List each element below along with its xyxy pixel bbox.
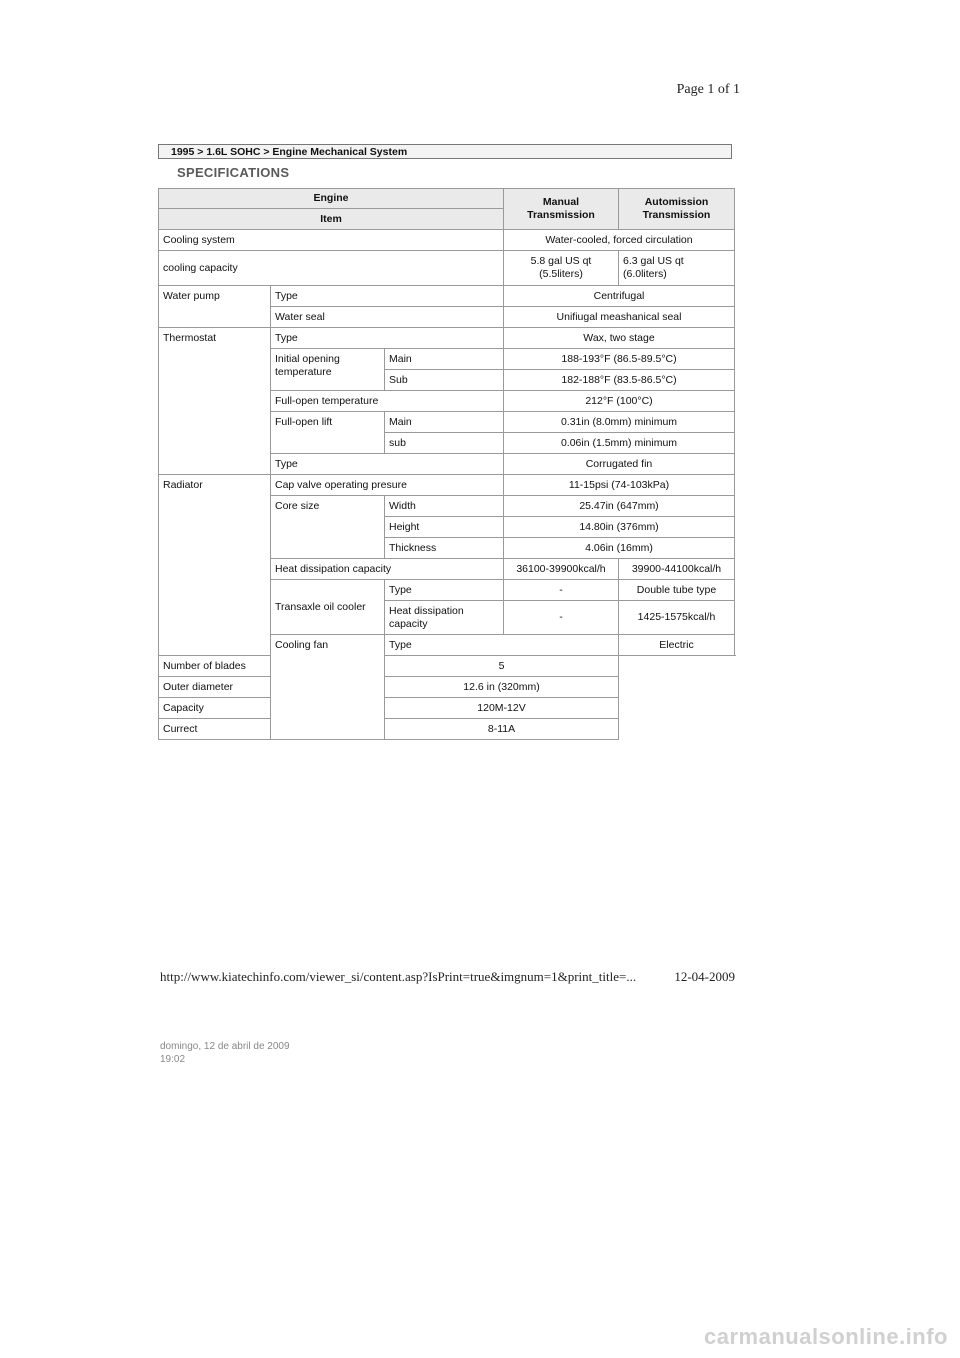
- fan-capacity-label: Capacity: [159, 698, 385, 719]
- initial-opening-temp-label: Initial opening temperature: [271, 349, 385, 391]
- cooling-fan-label: Cooling fan: [271, 635, 385, 740]
- header-item: Item: [159, 209, 504, 230]
- cooling-system-label: Cooling system: [159, 230, 504, 251]
- cooling-capacity-label: cooling capacity: [159, 251, 504, 286]
- oil-cooler-type-manual: -: [504, 580, 619, 601]
- heat-dissipation-label: Heat dissipation capacity: [271, 559, 504, 580]
- core-size-label: Core size: [271, 496, 385, 559]
- header-manual-transmission: Manual Transmission: [504, 189, 619, 230]
- core-height-label: Height: [385, 517, 504, 538]
- lift-main-label: Main: [385, 412, 504, 433]
- core-thickness-label: Thickness: [385, 538, 504, 559]
- lift-sub-value: 0.06in (1.5mm) minimum: [504, 433, 735, 454]
- cooling-capacity-auto: 6.3 gal US qt (6.0liters): [619, 251, 735, 286]
- fan-diameter-label: Outer diameter: [159, 677, 385, 698]
- footer-date: 12-04-2009: [674, 969, 735, 984]
- heat-dissipation-manual: 36100-39900kcal/h: [504, 559, 619, 580]
- initial-sub-value: 182-188°F (83.5-86.5°C): [504, 370, 735, 391]
- watermark: carmanualsonline.info: [704, 1324, 948, 1349]
- cap-valve-value: 11-15psi (74-103kPa): [504, 475, 735, 496]
- core-width-value: 25.47in (647mm): [504, 496, 735, 517]
- thermostat-type-label: Type: [271, 328, 504, 349]
- page-number: Page 1 of 1: [676, 82, 740, 97]
- lift-main-value: 0.31in (8.0mm) minimum: [504, 412, 735, 433]
- initial-sub-label: Sub: [385, 370, 504, 391]
- specifications-table: [158, 188, 735, 740]
- cooling-system-value: Water-cooled, forced circulation: [504, 230, 735, 251]
- full-open-temp-value: 212°F (100°C): [504, 391, 735, 412]
- fan-current-value: 8-11A: [385, 719, 619, 740]
- water-pump-label: Water pump: [159, 286, 271, 328]
- section-title: SPECIFICATIONS: [177, 165, 290, 180]
- oil-cooler-type-auto: Double tube type: [619, 580, 735, 601]
- note-timestamp: [160, 1040, 290, 1066]
- fan-type-value: Electric: [619, 635, 735, 656]
- core-width-label: Width: [385, 496, 504, 517]
- note-date-line: domingo, 12 de abril de 2009: [160, 1041, 290, 1052]
- core-thickness-value: 4.06in (16mm): [504, 538, 735, 559]
- full-open-lift-label: Full-open lift: [271, 412, 385, 454]
- thermostat-label: Thermostat: [159, 328, 271, 475]
- oil-cooler-label: Transaxle oil cooler: [271, 580, 385, 635]
- cooling-capacity-manual: 5.8 gal US qt (5.5liters): [504, 251, 619, 286]
- oil-cooler-heat-manual: -: [504, 601, 619, 635]
- fan-blades-value: 5: [385, 656, 619, 677]
- initial-main-value: 188-193°F (86.5-89.5°C): [504, 349, 735, 370]
- fan-current-label: Currect: [159, 719, 385, 740]
- radiator-label: Radiator: [159, 475, 271, 656]
- thermostat-type2-label: Type: [271, 454, 504, 475]
- full-open-temp-label: Full-open temperature: [271, 391, 504, 412]
- oil-cooler-heat-label: Heat dissipation capacity: [385, 601, 504, 635]
- fan-blades-label: Number of blades: [159, 656, 385, 677]
- heat-dissipation-auto: 39900-44100kcal/h: [619, 559, 735, 580]
- fan-capacity-value: 120M-12V: [385, 698, 619, 719]
- fan-type-label: Type: [385, 635, 619, 656]
- core-height-value: 14.80in (376mm): [504, 517, 735, 538]
- lift-sub-label: sub: [385, 433, 504, 454]
- header-engine: Engine: [159, 189, 504, 209]
- oil-cooler-heat-auto: 1425-1575kcal/h: [619, 601, 735, 635]
- breadcrumb: 1995 > 1.6L SOHC > Engine Mechanical System: [158, 144, 732, 159]
- thermostat-type-value: Wax, two stage: [504, 328, 735, 349]
- initial-main-label: Main: [385, 349, 504, 370]
- water-pump-type-value: Centrifugal: [504, 286, 735, 307]
- water-seal-label: Water seal: [271, 307, 504, 328]
- water-seal-value: Unifiugal meashanical seal: [504, 307, 735, 328]
- header-auto-transmission: Automission Transmission: [619, 189, 735, 230]
- thermostat-type2-value: Corrugated fin: [504, 454, 735, 475]
- note-time-line: 19:02: [160, 1054, 186, 1065]
- cap-valve-label: Cap valve operating presure: [271, 475, 504, 496]
- water-pump-type-label: Type: [271, 286, 504, 307]
- oil-cooler-type-label: Type: [385, 580, 504, 601]
- footer-url: http://www.kiatechinfo.com/viewer_si/content.asp?IsPrint=true&imgnum=1&print_title=...: [160, 969, 637, 984]
- fan-diameter-value: 12.6 in (320mm): [385, 677, 619, 698]
